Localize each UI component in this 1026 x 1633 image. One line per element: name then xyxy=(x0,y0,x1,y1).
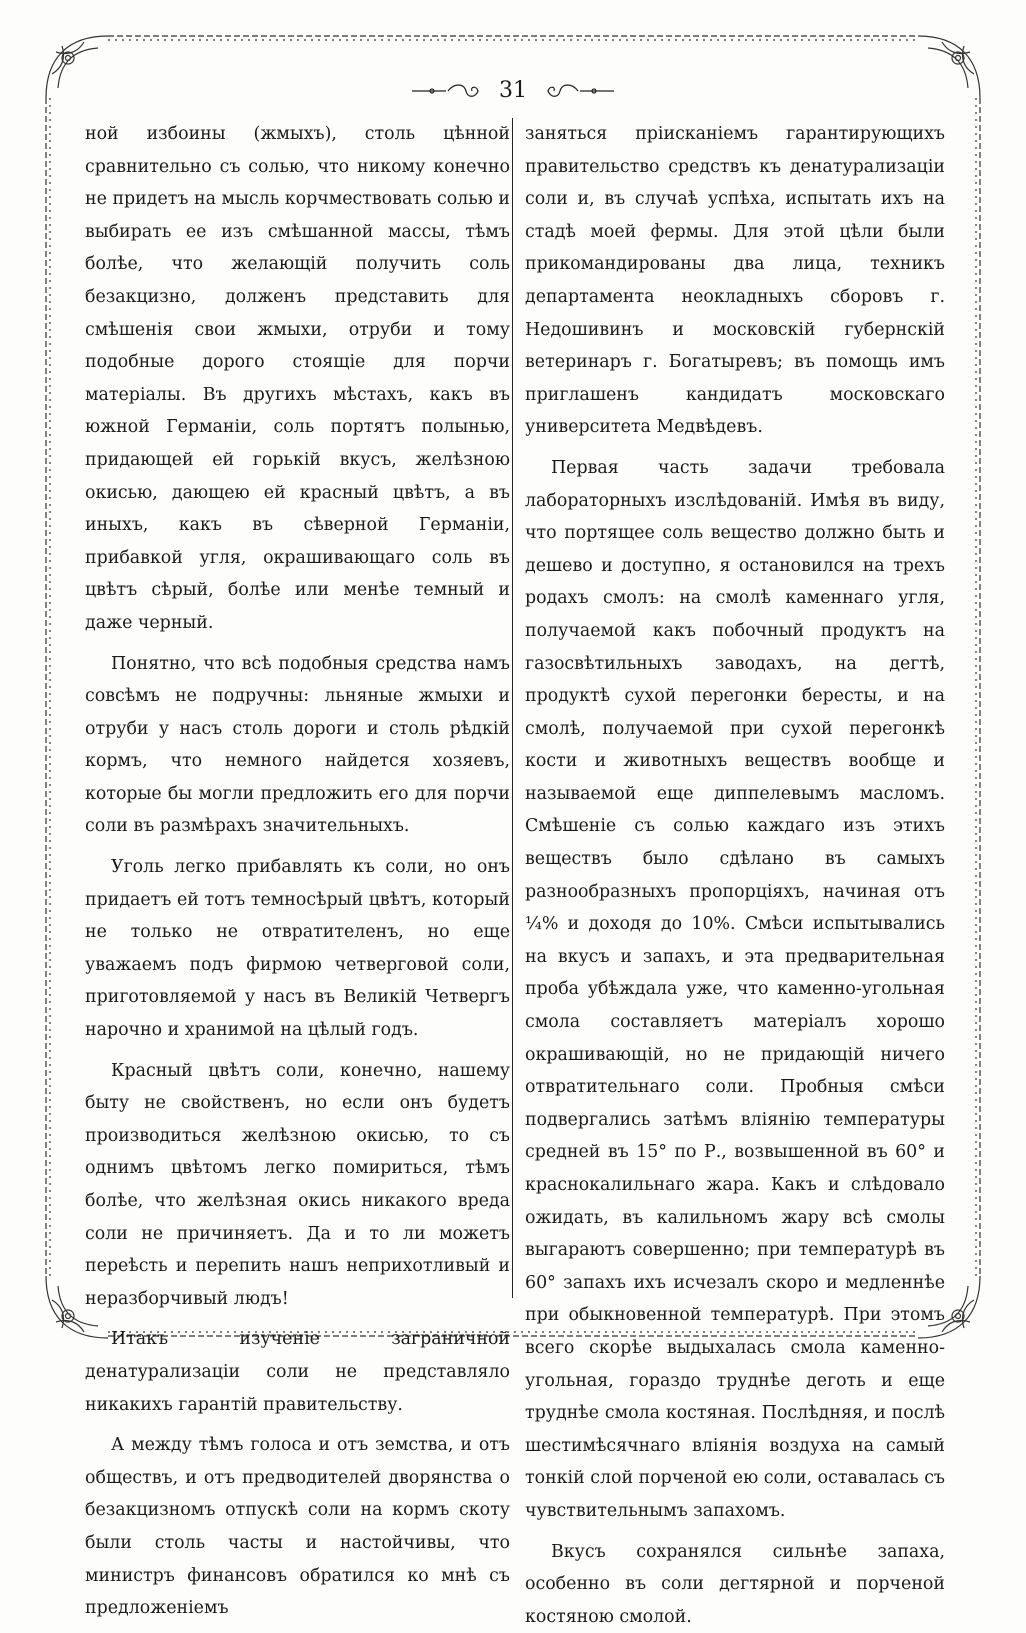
left-column xyxy=(85,118,510,1619)
column-divider xyxy=(512,118,513,1298)
paragraph: заняться пріисканіемъ гарантирующихъ правительство средствъ къ денатурализаціи соли и, въ случаѣ успѣха, испытать ихъ на стадѣ моей фермы. Для этой цѣли были прикомандированы два лица, техникъ департамента неокладныхъ сборовъ г. Недошивинъ и московскій губернскій ветеринаръ г. Богатыревъ; въ помощь имъ приглашенъ кандидатъ московскаго университета Медвѣдевъ. xyxy=(525,124,945,438)
paragraph: Уголь легко прибавлять къ соли, но онъ придаетъ ей тотъ темносѣрый цвѣтъ, который не только не отвратителенъ, но еще уважаемъ подъ фирмою четверговой соли, приготовляемой у насъ въ Великій Четвергъ нарочно и хранимой на цѣлый годъ. xyxy=(85,857,510,1041)
paragraph: Понятно, что всѣ подобныя средства намъ совсѣмъ не подручны: льняные жмыхи и отруби у насъ столь дороги и столь рѣдкій кормъ, что немного найдется хозяевъ, которые бы могли предложить его для порчи соли въ размѣрахъ значительныхъ. xyxy=(85,653,510,837)
scroll-ornament-left-icon xyxy=(412,81,482,101)
paragraph: Итакъ изученіе заграничной денатурализаціи соли не представляло никакихъ гарантій правительству. xyxy=(85,1329,510,1415)
scroll-ornament-right-icon xyxy=(544,81,614,101)
paragraph: Красный цвѣтъ соли, конечно, нашему быту не свойственъ, но если онъ будетъ производиться желѣзною окисью, то съ однимъ цвѣтомъ легко помириться, тѣмъ болѣе, что желѣзная окись никакого вреда соли не причиняетъ. Да и то ли можетъ переѣсть и перепить нашъ неприхотливый и неразборчивый людъ! xyxy=(85,1060,510,1309)
paragraph: ной избоины (жмыхъ), столь цѣнной сравнительно съ солью, что никому конечно не придетъ на мысль корчмествовать солью и выбирать ее изъ смѣшанной массы, тѣмъ болѣе, что желающій получить соль безакцизно, долженъ представить для смѣшенія свои жмыхи, отруби и тому подобные дорого стоящіе для порчи матеріалы. Въ другихъ мѣстахъ, какъ въ южной Германіи, соль портятъ полынью, придающей ей горькій вкусъ, желѣзною окисью, дающею ей красный цвѣтъ, а въ иныхъ, какъ въ сѣверной Германіи, прибавкой угля, окрашивающаго соль въ цвѣтъ сѣрый, болѣе или менѣе темный и даже черный. xyxy=(85,124,510,633)
paragraph: Вкусъ сохранялся сильнѣе запаха, особенно въ соли дегтярной и порченой костяною смолой. xyxy=(525,1541,945,1627)
page-header xyxy=(0,78,1026,103)
paragraph: Первая часть задачи требовала лабораторныхъ изслѣдованій. Имѣя въ виду, что портящее соль вещество должно быть и дешево и доступно, я остановился на трехъ родахъ смолъ: на смолѣ каменнаго угля, получаемой какъ побочный продуктъ на газосвѣтильныхъ заводахъ, на дегтѣ, продуктѣ сухой перегонки бересты, и на смолѣ, получаемой при сухой перегонкѣ кости и животныхъ веществъ вообще и называемой еще диппелевымъ масломъ. Смѣшеніе съ солью каждаго изъ этихъ веществъ было сдѣлано въ самыхъ разнообразныхъ пропорціяхъ, начиная отъ ¼% и доходя до 10%. Смѣси испытывались на вкусъ и запахъ, и эта предварительная проба убѣждала уже, что каменно-угольная смола составляетъ матеріалъ хорошо окрашивающій, но не придающій ничего отвратительнаго соли. Пробныя смѣси подвергались затѣмъ вліянію температуры средней въ 15° по Р., возвышенной въ 60° и краснокалильнаго жара. Какъ и слѣдовало ожидать, въ калильномъ жару всѣ смолы выгараютъ совершенно; при температурѣ въ 60° запахъ ихъ исчезалъ скоро и медленнѣе при обыкновенной температурѣ. При этомъ всего скорѣе выдыхалась смола каменно-угольная, гораздо труднѣе деготь и еще труднѣе смола костяная. Послѣдняя, и послѣ шестимѣсячнаго вліянія воздуха на самый тонкій слой порченой ею соли, оставалась съ чувствительнымъ запахомъ. xyxy=(525,457,945,1521)
right-column xyxy=(525,118,945,1627)
page-number: 31 xyxy=(499,78,527,103)
paragraph: А между тѣмъ голоса и отъ земства, и отъ обществъ, и отъ предводителей дворянства о безакцизномъ отпускѣ соли на кормъ скоту были столь часты и настойчивы, что министръ финансовъ обратился ко мнѣ съ предложеніемъ xyxy=(85,1435,510,1619)
